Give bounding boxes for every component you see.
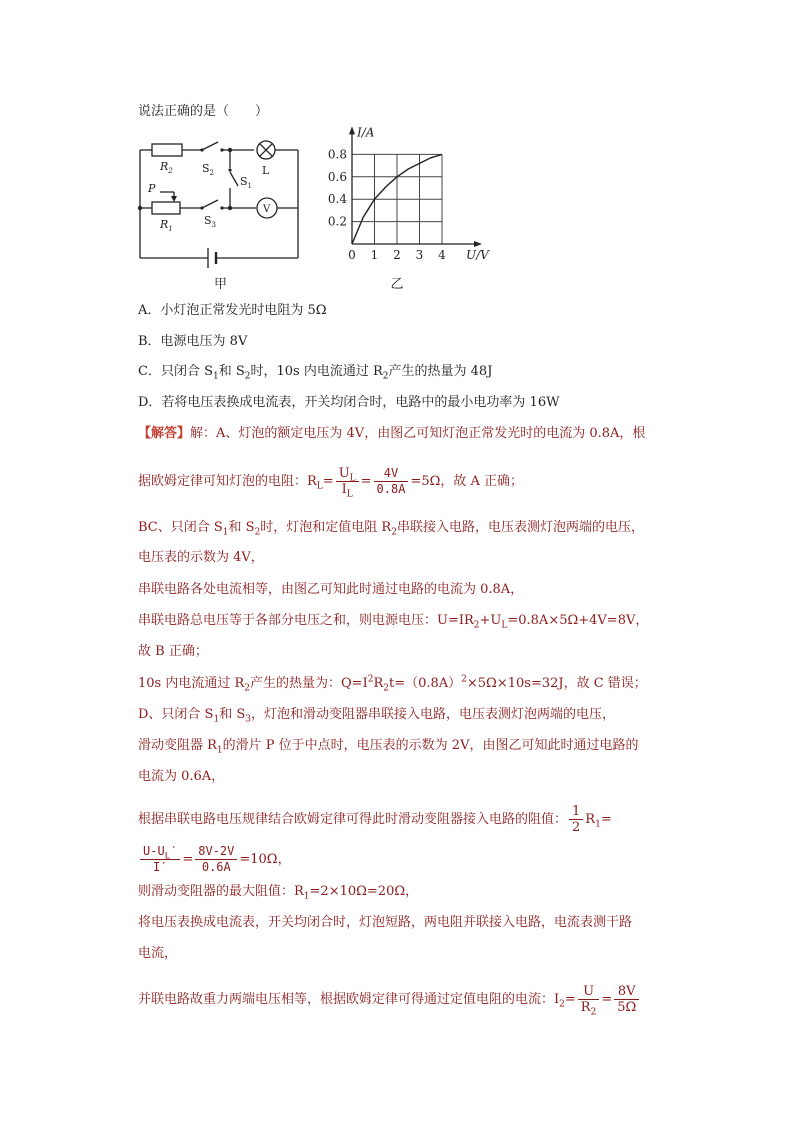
option-d: D．若将电压表换成电流表，开关均闭合时，电路中的最小电功率为 16W (138, 395, 560, 410)
x-tick-label: 4 (438, 248, 446, 262)
solution-line-15: 将电压表换成电流表，开关均闭合时，灯泡短路，两电阻并联接入电路，电流表测干路 (138, 915, 633, 930)
question-stem: 说法正确的是（ ） (138, 104, 269, 119)
svg-text:R2: $R_2$ (160, 160, 173, 175)
solution-line-9: D、只闭合 $S_1$和 $S_3$，灯泡和滑动变阻器串联接入电路，电压表测灯泡两端的电压， (138, 707, 615, 725)
solution-tag: 【解答】 (138, 426, 191, 441)
option-c: C．只闭合 $S_1$和 $S_2$时，10s 内电流通过 $R_2$产生的热量为 48J (138, 364, 493, 382)
solution-line-11: 电流为 0.6A， (138, 769, 225, 784)
y-tick-label: 0.8 (327, 147, 347, 162)
svg-text:R1: $R_1$ (160, 218, 173, 233)
x-tick-label: 3 (415, 248, 424, 262)
solution-line-2: 据欧姆定律可知灯泡的电阻：$R_L=$ $\frac{U_L}{I_L}$ = $\frac{4V}{0.8A}$ =5Ω，故 A 正确； (138, 466, 524, 500)
solution-line-1: 【解答】解：A、灯泡的额定电压为 4V，由图乙可知灯泡正常发光时的电流为 0.8A，根 (138, 426, 646, 441)
solution-line-14: 则滑动变阻器的最大阻值：$R_1=2\times 10\Omega=20\Omega$， (138, 884, 419, 902)
x-axis-arrow (474, 241, 482, 247)
svg-text:S2: $S_2$ (202, 162, 215, 177)
circuit-diagram (130, 130, 310, 300)
solution-line-10: 滑动变阻器 $R_1$的滑片 P 位于中点时，电压表的示数为 2V，由图乙可知此时通过电路的 (138, 738, 639, 756)
solution-line-3: BC、只闭合 $S_1$和 $S_2$时，灯泡和定值电阻 $R_2$串联接入电路，电压表测灯泡两端的电压， (138, 520, 644, 538)
switch-s1 (230, 172, 238, 186)
solution-line-13: $\frac{U-U_L'}{I'}$ = $\frac{8V-2V}{0.6A}$ =10Ω， (138, 844, 291, 875)
svg-text:S3: $S_3$ (204, 214, 217, 229)
switch-s3 (202, 200, 218, 208)
svg-text:S1: $S_1$ (240, 175, 253, 190)
y-tick-label: 0.6 (327, 169, 347, 184)
switch-s2 (202, 142, 218, 150)
chart-caption: 乙 (390, 277, 404, 292)
x-axis-label: U/V (466, 248, 489, 262)
svg-text:P: P (148, 182, 156, 195)
x-tick-label: 1 (370, 248, 379, 262)
iu-chart (318, 122, 493, 294)
option-b: B．电源电压为 8V (138, 334, 248, 349)
x-tick-label: 0 (348, 248, 356, 262)
y-tick-label: 0.2 (327, 214, 347, 229)
svg-text:V: V (263, 204, 271, 215)
rheostat-r1 (152, 202, 180, 214)
option-a: A．小灯泡正常发光时电阻为 5Ω (138, 303, 327, 318)
x-tick-label: 2 (393, 248, 401, 262)
y-tick-label: 0.4 (327, 192, 347, 207)
solution-line-8: 10s 内电流通过 $R_2$产生的热量为：$Q=I^2R_2t=(0.8A)^2\times 5\Omega\times 10s=32J$，故 C 错误； (138, 674, 647, 694)
solution-line-7: 故 B 正确； (138, 644, 208, 659)
solution-line-5: 串联电路各处电流相等，由图乙可知此时通过电路的电流为 0.8A， (138, 582, 524, 597)
resistor-r2 (152, 144, 182, 156)
solution-line-4: 电压表的示数为 4V， (138, 550, 264, 565)
solution-line-6: 串联电路总电压等于各部分电压之和，则电源电压：$U=IR_2+U_L=0.8A\times 5\Omega+4V=8V$， (138, 613, 649, 631)
solution-line-16: 电流， (138, 946, 178, 961)
svg-text:L: L (262, 164, 270, 177)
solution-line-12: 根据串联电路电压规律结合欧姆定律可得此时滑动变阻器接入电路的阻值： $\frac{1}{2}$ $R_1=$ (138, 804, 612, 835)
y-axis-label: I/A (357, 125, 375, 140)
y-axis-arrow (349, 126, 355, 134)
circuit-caption: 甲 (214, 277, 228, 292)
solution-line-17: 并联电路故重力两端电压相等，根据欧姆定律可得通过定值电阻的电流：$I_2=$ $\frac{U}{R_2}$ = $\frac{8V}{5\Omega}$ (138, 984, 641, 1015)
